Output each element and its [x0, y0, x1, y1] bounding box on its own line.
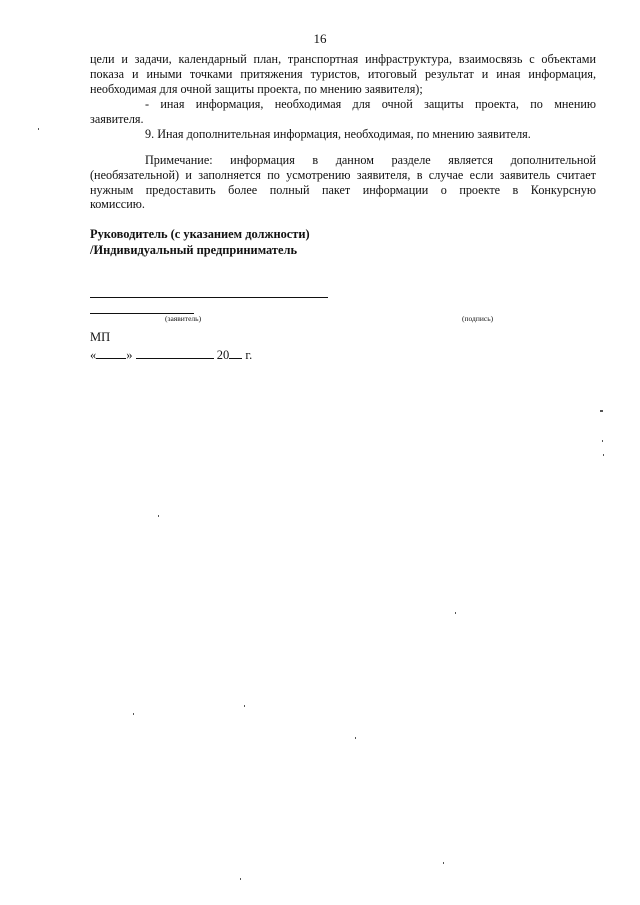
note-paragraph	[90, 153, 596, 212]
date-suffix: г.	[242, 348, 253, 362]
text-line: необходимая для очной защиты проекта, по мнению заявителя);	[90, 81, 423, 96]
scan-speck	[455, 612, 456, 614]
day-blank	[96, 347, 126, 359]
date-line	[90, 347, 252, 363]
scan-speck	[602, 440, 603, 442]
text-line: заявителя.	[90, 111, 144, 126]
scan-speck	[355, 737, 356, 739]
scan-speck	[603, 454, 604, 456]
caption-signature: (подпись)	[462, 314, 494, 323]
scan-speck	[600, 410, 603, 412]
paragraph-item-9	[90, 127, 596, 142]
text-line: 9. Иная дополнительная информация, необходимая, по мнению заявителя.	[145, 127, 531, 141]
text-line: Примечание: информация в данном разделе является дополнительной	[145, 153, 596, 167]
applicant-line	[90, 297, 328, 298]
signature-title	[90, 227, 310, 258]
text-line: - иная информация, необходимая для очной защиты проекта, по мнению	[145, 97, 596, 111]
page-number: 16	[313, 31, 327, 46]
signature-title-line: Руководитель (с указанием должности)	[90, 227, 310, 241]
scan-speck	[158, 515, 159, 517]
scan-speck	[133, 713, 134, 715]
scan-speck	[443, 862, 444, 864]
scan-speck	[38, 128, 39, 130]
text-line: цели и задачи, календарный план, транспортная инфраструктура, взаимосвязь с объектами	[90, 52, 596, 66]
scan-speck	[244, 705, 245, 707]
text-line: (необязательной) и заполняется по усмотрению заявителя, в случае если заявитель считает	[90, 167, 596, 182]
text-line: комиссию.	[90, 197, 145, 212]
year-prefix: 20	[216, 348, 230, 362]
text-line: нужным предоставить более полный пакет информации о проекте в Конкурсную	[90, 182, 596, 197]
year-blank	[229, 347, 242, 359]
signature-title-line: /Индивидуальный предприниматель	[90, 242, 298, 257]
paragraph-project-info	[90, 52, 596, 96]
date-close-quote: »	[126, 348, 133, 362]
scan-speck	[240, 878, 241, 880]
date-open-quote: «	[90, 348, 97, 362]
stamp-label: МП	[90, 330, 111, 344]
month-blank	[136, 347, 214, 359]
text-line: показа и иными точками притяжения туристов, итоговый результат и иная информация,	[90, 66, 596, 81]
paragraph-other-info	[90, 97, 596, 127]
caption-applicant: (заявитель)	[165, 314, 202, 323]
